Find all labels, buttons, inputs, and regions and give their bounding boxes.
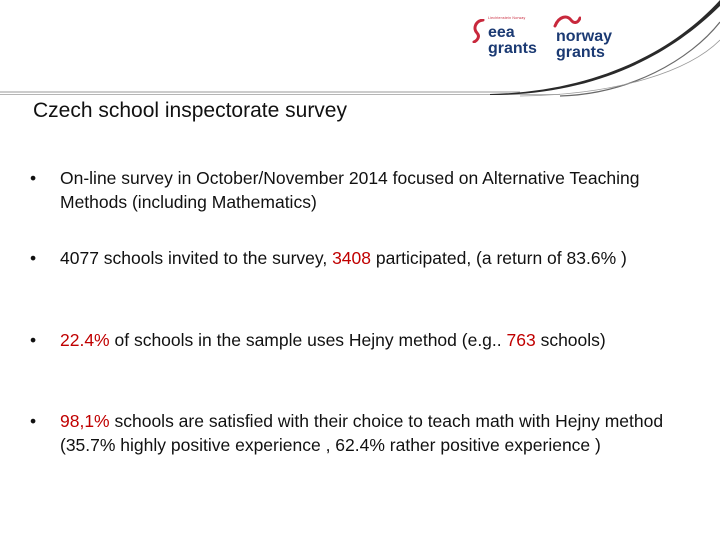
bullet-item-4 (28, 409, 700, 457)
norway-logo-word-norway: norway (556, 28, 613, 45)
bullet-dot: • (30, 330, 37, 350)
bullet-item-2 (28, 246, 700, 270)
eea-logo-word-grants: grants (488, 40, 537, 57)
bullet-item-3 (28, 328, 700, 352)
slide-title: Czech school inspectorate survey (33, 99, 347, 122)
eea-logo-small-text: Liechtenstein Norway (488, 16, 526, 20)
norway-logo-word-grants: grants (556, 44, 605, 61)
bullet-item-1 (28, 166, 700, 214)
bullet-dot: • (30, 411, 37, 431)
bullet-2-text-end: participated, (a return of 83.6% ) (371, 248, 627, 268)
eea-logo-mark-icon (472, 19, 486, 43)
bullet-dot: • (30, 248, 37, 268)
bullet-dot: • (30, 168, 37, 188)
satisfaction-share-highlight: 98,1% (60, 411, 110, 431)
bullet-3-text-middle: of schools in the sample uses Hejny method (e.g.. (109, 330, 507, 350)
bullet-2-text-start: 4077 schools invited to the survey, (60, 248, 333, 268)
eea-grants-logo (472, 14, 536, 56)
hejny-share-highlight: 22.4% (60, 330, 110, 350)
bullet-4-text-end: schools are satisfied with their choice to teach math with Hejny method (35.7% highly positive experience , 62.4% rather positive experience ) (60, 411, 664, 455)
norway-grants-logo (550, 14, 620, 61)
bullet-3-text-end: schools) (535, 330, 606, 350)
bullet-1-text: On-line survey in October/November 2014 focused on Alternative Teaching Methods (including Mathematics) (60, 168, 640, 212)
participants-count-highlight: 3408 (332, 248, 371, 268)
norway-logo-mark-icon (553, 14, 581, 28)
hejny-schools-count-highlight: 763 (506, 330, 536, 350)
eea-logo-word-eea: eea (488, 24, 515, 41)
